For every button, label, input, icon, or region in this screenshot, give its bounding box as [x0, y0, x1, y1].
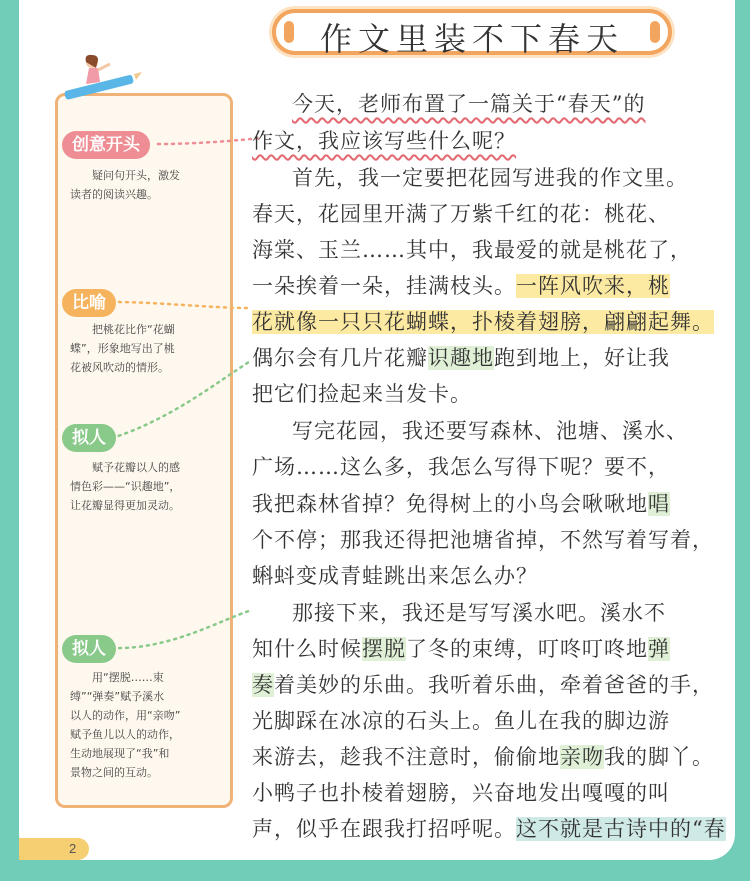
- note-creative-opening: 疑问句开头，激发 读者的阅读兴趣。: [70, 169, 180, 201]
- essay-line: 写完花园，我还要写森林、池塘、溪水、: [292, 419, 688, 443]
- note-tag-creative-opening: 创意开头: [62, 131, 150, 159]
- essay-line: 那接下来，我还是写写溪水吧。溪水不: [292, 601, 666, 625]
- essay-line: 蝌蚪变成青蛙跳出来怎么办？: [252, 564, 538, 588]
- essay-line: 声，似乎在跟我打招呼呢。这不就是古诗中的“春: [252, 817, 726, 841]
- essay-line: 奏着美妙的乐曲。我听着乐曲，牵着爸爸的手，: [252, 673, 714, 697]
- essay-line: 首先，我一定要把花园写进我的作文里。: [292, 166, 688, 190]
- note-personification-2: 用“摆脱……束 缚”“弹奏”赋予溪水 以人的动作，用“亲吻” 赋予鱼儿以人的动作， 生动地展现了“我”和 景物之间的互动。: [70, 671, 181, 779]
- essay-line: 花就像一只只花蝴蝶，扑棱着翅膀，翩翩起舞。: [252, 310, 714, 334]
- essay-line: 来游去，趁我不注意时，偷偷地亲吻我的脚丫。: [252, 745, 714, 769]
- essay-line: 小鸭子也扑棱着翅膀，兴奋地发出嘎嘎的叫: [252, 781, 670, 805]
- essay-line: 一朵挨着一朵，挂满枝头。一阵风吹来，桃: [252, 274, 670, 298]
- note-tag-personification-1: 拟人: [62, 424, 116, 452]
- essay-line: 知什么时候摆脱了冬的束缚，叮咚叮咚地弹: [252, 637, 670, 661]
- essay-line: 我把森林省掉？免得树上的小鸟会啾啾地唱: [252, 492, 670, 516]
- note-personification-1: 赋予花瓣以人的感 情色彩——“识趣地”， 让花瓣显得更加灵动。: [70, 461, 181, 512]
- essay-line: 偶尔会有几片花瓣识趣地跑到地上，好让我: [252, 346, 670, 370]
- note-tag-personification-2: 拟人: [62, 635, 116, 663]
- note-tag-metaphor: 比喻: [62, 289, 116, 317]
- essay-line: 广场……这么多，我怎么写得下呢？要不，: [252, 455, 670, 479]
- essay-line: 把它们捡起来当发卡。: [252, 382, 472, 406]
- page-number: 2: [19, 838, 89, 860]
- essay-line: 今天，老师布置了一篇关于“春天”的: [292, 92, 646, 116]
- essay-line: 个不停；那我还得把池塘省掉，不然写着写着，: [252, 528, 714, 552]
- essay-line: 光脚踩在冰凉的石头上。鱼儿在我的脚边游: [252, 709, 670, 733]
- essay-line: 海棠、玉兰……其中，我最爱的就是桃花了，: [252, 238, 692, 262]
- essay-line: 春天，花园里开满了万紫千红的花：桃花、: [252, 202, 670, 226]
- page-title: 作文里装不下春天: [319, 20, 624, 58]
- note-metaphor: 把桃花比作“花蝴 蝶”，形象地写出了桃 花被风吹动的情形。: [70, 323, 175, 374]
- essay-line: 作文，我应该写些什么呢？: [252, 129, 516, 153]
